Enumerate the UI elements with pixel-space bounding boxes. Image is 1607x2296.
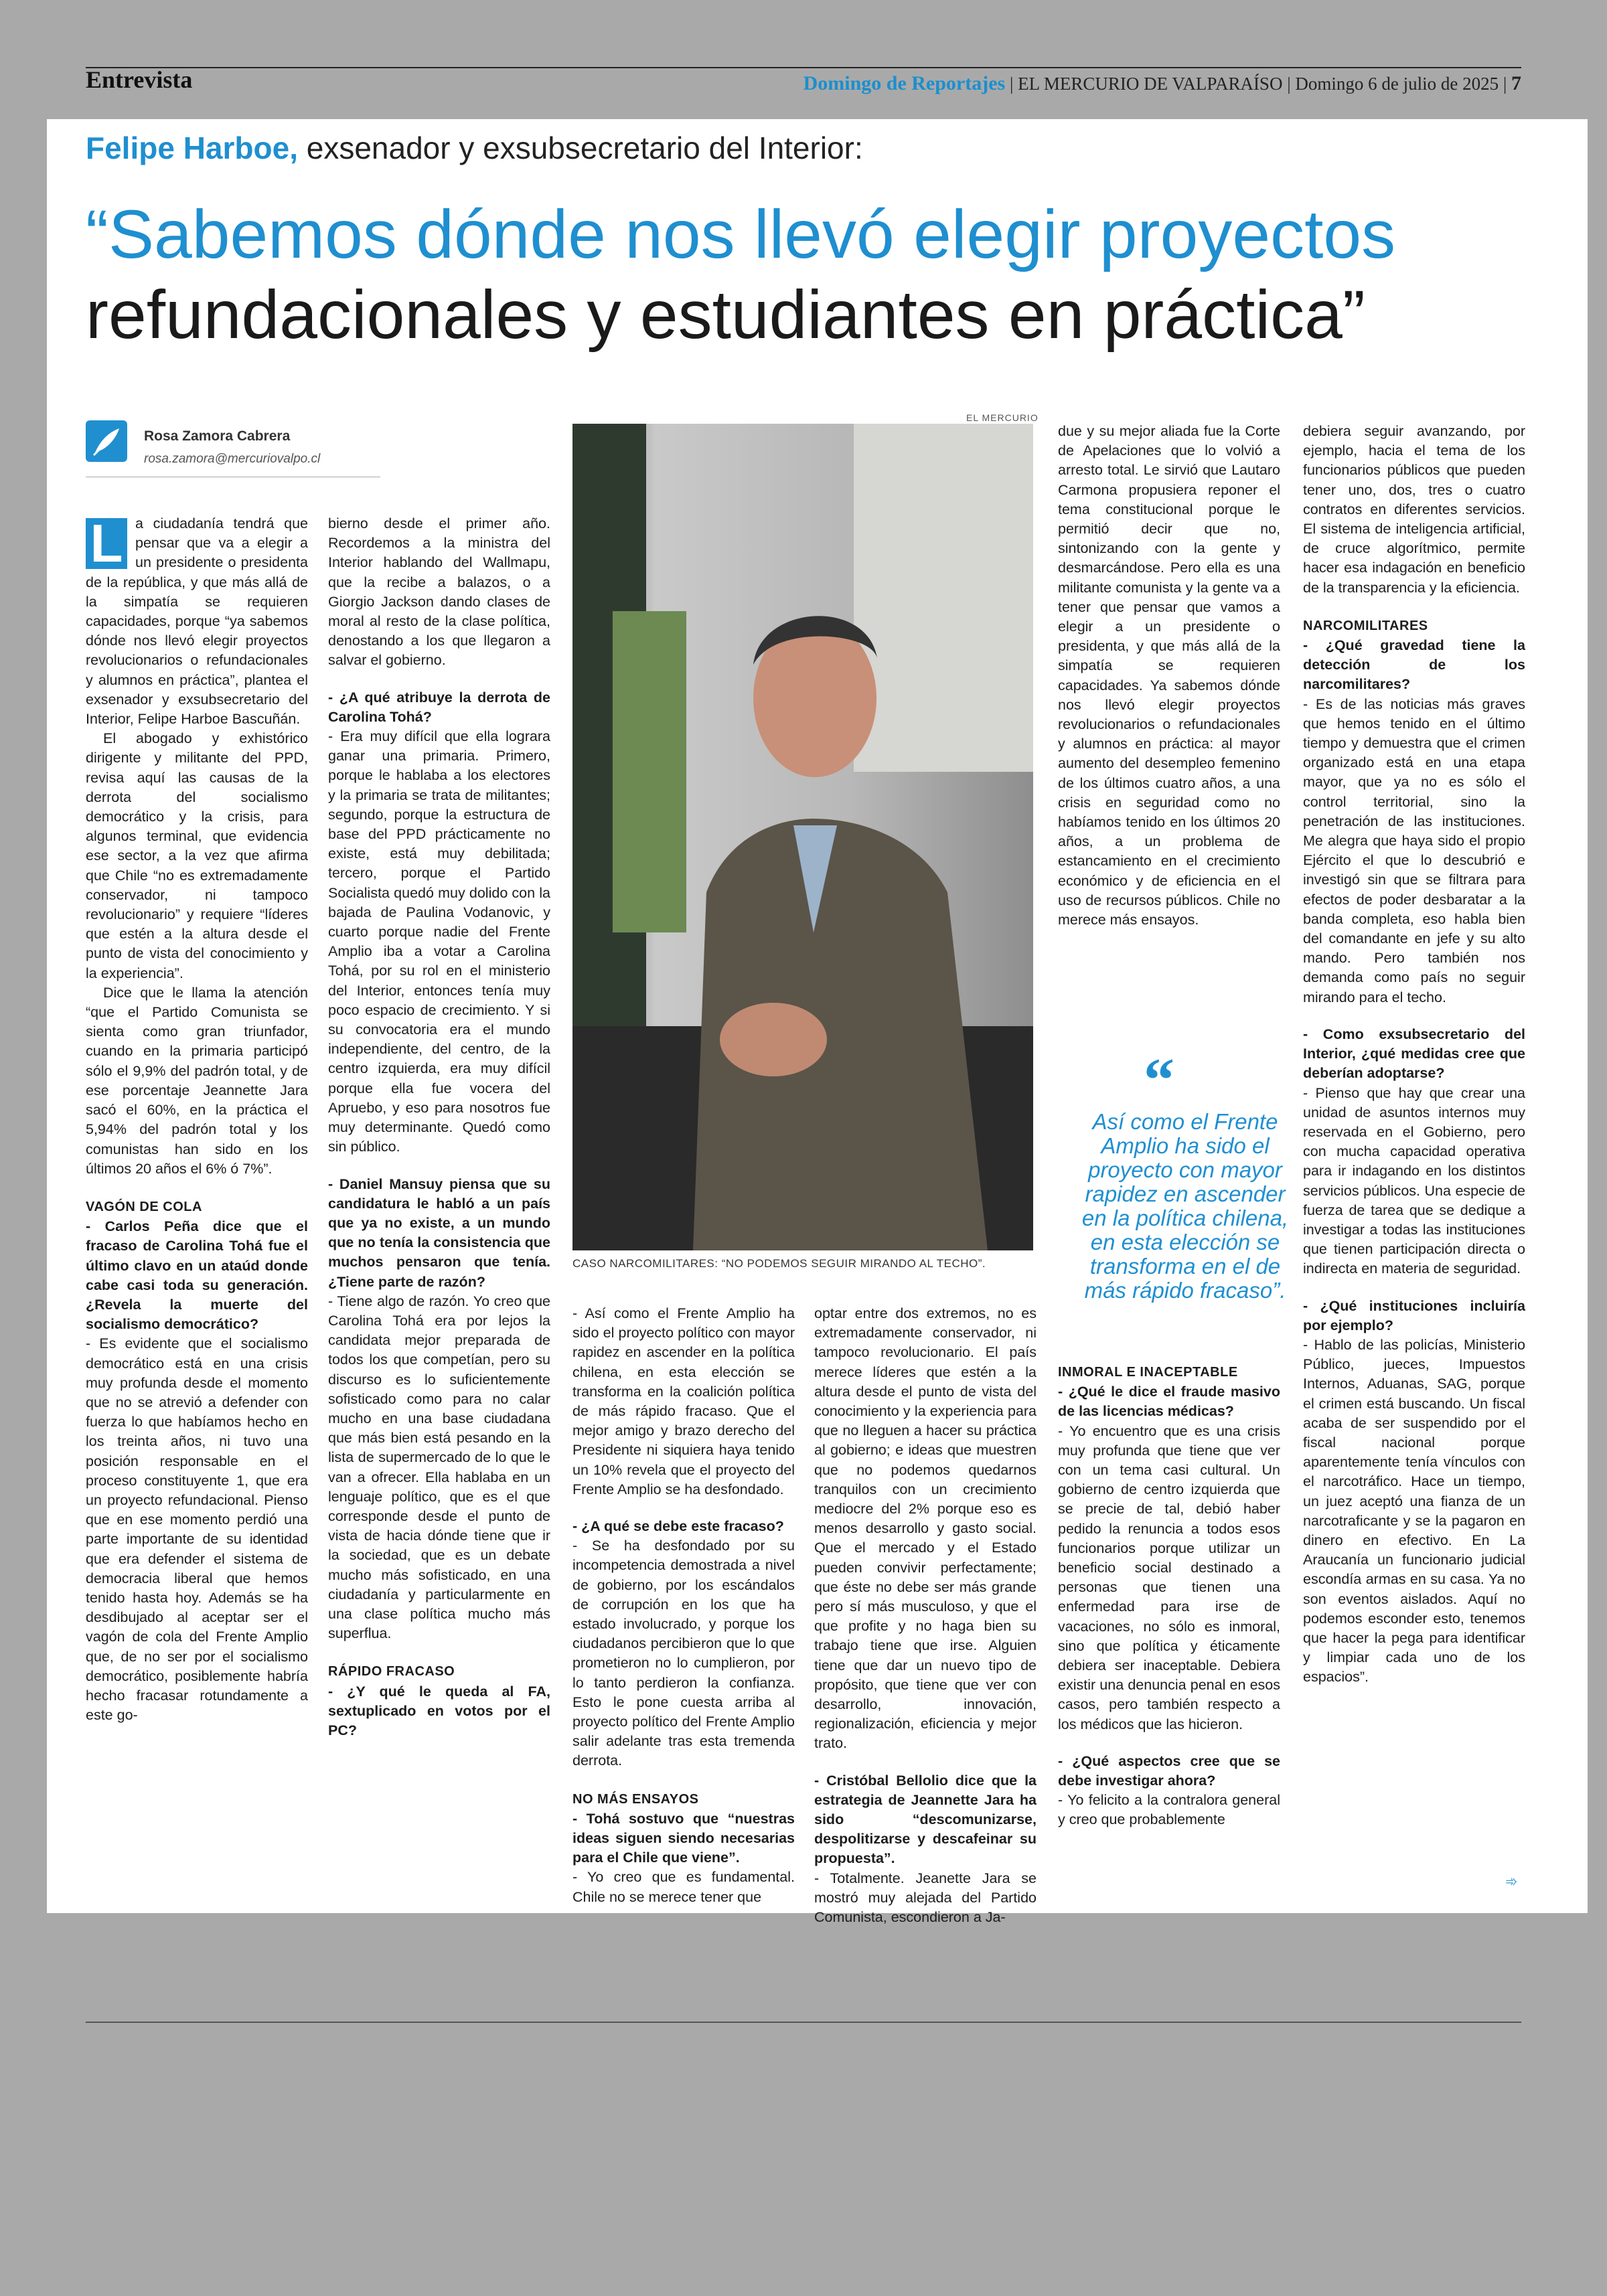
- kicker: [86, 130, 863, 166]
- kicker-role: exsenador y exsubsecretario del Interior:: [306, 131, 863, 165]
- question: - Tohá sostuvo que “nuestras ideas siguen siendo necesarias para el Chile que viene”.: [572, 1810, 795, 1866]
- column-1: [86, 514, 308, 1725]
- question: - Cristóbal Bellolio dice que la estrategia de Jeannette Jara ha sido “descomunizarse, despolitizarse y descafeinar su propuesta”.: [814, 1772, 1037, 1867]
- answer: - Tiene algo de razón. Yo creo que Carolina Tohá era por lejos la candidata mejor preparada de todos los que competían, pero su discurso es lo suficientemente sofisticado como para no calar mucho en una base ciudadana que más bien está pesando en la lista de supermercado de lo que le van a ofrecer. Ella hablaba en un lenguaje político, que es el que corresponde desde el punto de vista de hacia dónde tiene que ir la sociedad, que es un debate mucho más sofisticado, en una ciudadanía y particularmente en una clase política mucho más superflua.: [328, 1293, 550, 1642]
- header-rule: [86, 67, 1521, 68]
- paragraph: due y su mejor aliada fue la Corte de Apelaciones que lo volvió a arresto total. Le sirvió que Lautaro Carmona propusiera reponer el tema constitucional porque le permitió decir que no, sintonizando con la gente y desmarcándose. Pero ella es una militante comunista y la gente va a tener que pensar que vamos a elegir a un presidente o presidenta, y que más allá de la simpatía se requieren capacidades. Ya sabemos dónde nos llevó elegir proyectos revolucionarios o refundacionales y alumnos en práctica: al mayor aumento del desempleo femenino de los últimos cuatro años, a una crisis en seguridad como no habíamos tenido en los últimos 20 años, a un problema de estancamiento en el crecimiento económico y de eficiencia en el uso de recursos públicos. Chile no merece más ensayos.: [1058, 423, 1280, 928]
- question: - ¿A qué se debe este fracaso?: [572, 1518, 784, 1535]
- headline-line-1: “Sabemos dónde nos llevó elegir proyectos: [86, 196, 1396, 272]
- answer: - Es de las noticias más graves que hemos tenido en el último tiempo y demuestra que el crimen organizado está en una etapa mayor, que ya no es sólo el control territorial, sino la penetración de las instituciones. Me alegra que haya sido el propio Ejército el que lo descubrió e investigó sin que se filtrara para efectos de poder desbaratar a la banda completa, eso habla bien del comandante en jefe y su alto mando. Pero también nos demanda como país no seguir mirando para el techo.: [1303, 695, 1525, 1005]
- photo-credit: EL MERCURIO: [966, 412, 1039, 423]
- question: - ¿Y qué le queda al FA, sextuplicado en votos por el PC?: [328, 1683, 550, 1738]
- subhead-no-mas-ensayos: NO MÁS ENSAYOS: [572, 1791, 699, 1807]
- column-2: [328, 514, 550, 1740]
- issue-date: Domingo 6 de julio de 2025: [1295, 74, 1499, 94]
- brand-name: Domingo de Reportajes: [803, 72, 1006, 94]
- headline: [86, 194, 1559, 355]
- answer: - Es evidente que el socialismo democrático está en una crisis muy profunda desde el momento que no se atrevió a defender con fuerza lo que habíamos hecho en los treinta años, ni tuvo una posición responsable en el proceso constituyente 1, que era un proyecto refundacional. Pienso que en ese momento perdió una parte importante de su identidad que era defender el sistema de democracia liberal que hemos tenido hasta hoy. Además se ha desdibujado al aceptar ser el vagón de cola del Frente Amplio que, de no ser por el socialismo democrático, posiblemente habría hecho fracasar rotundamente a este go-: [86, 1335, 308, 1724]
- subhead-narcomilitares: NARCOMILITARES: [1303, 618, 1428, 633]
- answer: - Yo creo que es fundamental. Chile no se merece tener que: [572, 1869, 795, 1905]
- question: - ¿Qué le dice el fraude masivo de las licencias médicas?: [1058, 1384, 1280, 1420]
- kicker-name: Felipe Harboe,: [86, 131, 298, 165]
- article-sheet: [47, 119, 1588, 1926]
- answer: - Así como el Frente Amplio ha sido el proyecto político con mayor rapidez en ascender en la política chilena, en esta elección se transforma en la coalición política de más rápido fracaso. Que el mejor amigo y brazo derecho del Presidente ni siquiera haya tenido un 10% revela que el proyecto del Frente Amplio se ha desfondado.: [572, 1305, 795, 1497]
- column-3: [572, 1304, 795, 1907]
- answer: - Se ha desfondado por su incompetencia demostrada a nivel de gobierno, por los escándalos de corrupción en los que ha estado involucrado, y porque los ciudadanos percibieron que lo que prometieron no lo cumplieron, por lo tanto perdieron la confianza. Esto le pone cuesta arriba al proyecto político del Frente Amplio salir adelante tras esta tremenda derrota.: [572, 1538, 795, 1769]
- paragraph: debiera seguir avanzando, por ejemplo, hacia el tema de los funcionarios públicos que pueden tener uno, dos, tres o cuatro contratos en diferentes servicios. El sistema de inteligencia artificial, de cruce algorítmico, permite hacer esa indagación en beneficio de la transparencia y la eficiencia.: [1303, 423, 1525, 596]
- page-number: 7: [1511, 72, 1521, 94]
- paragraph: optar entre dos extremos, no es extremadamente conservador, ni tampoco revolucionario. El país merece líderes que estén a la altura desde el punto de vista del conocimiento y la experiencia para que no lleguen a hacer su práctica al gobierno; e ideas que muestren que no podemos quedarnos tranquilos con un crecimiento mediocre del 2% porque eso es menos desarrollo y gasto social. Que el mercado y el Estado pueden convivir perfectamente; que éste no debe ser más grande pero sí más musculoso, y que el que profite y no haga bien su trabajo tiene que irse. Alguien tiene que dar un nuevo tipo de propósito, que tiene que ver con desarrollo, innovación, regionalización, eficiencia y mejor trato.: [814, 1305, 1037, 1752]
- question: - ¿Qué aspectos cree que se debe investigar ahora?: [1058, 1752, 1280, 1789]
- section-label: Entrevista: [86, 66, 193, 93]
- footer-rule: [86, 2022, 1521, 2023]
- subhead-inmoral-e-inaceptable: INMORAL E INACEPTABLE: [1058, 1365, 1238, 1380]
- subhead-vagon-de-cola: VAGÓN DE COLA: [86, 1199, 202, 1214]
- column-4: [814, 1304, 1037, 1927]
- paragraph: El abogado y exhistórico dirigente y militante del PPD, revisa aquí las causas de la derrota del socialismo democrático y la crisis, para algunos terminal, que evidencia ese sector, a la vez que afirma que Chile “no es extremadamente conservador, ni tampoco revolucionario” y requiere “líderes que estén a la altura desde el punto de vista del conocimiento y la experiencia”.: [86, 730, 308, 981]
- question: - ¿Qué instituciones incluiría por ejemplo?: [1303, 1297, 1525, 1333]
- question: - ¿A qué atribuye la derrota de Carolina Tohá?: [328, 689, 550, 725]
- lead-paragraph: a ciudadanía tendrá que pensar que va a elegir a un presidente o presidenta de la república, y que más allá de la simpatía se requieren capacidades, porque “ya sabemos dónde nos llevó elegir proyectos revolucionarios o refundacionales y alumnos en práctica”, plantea el exsenador y exsubsecretario del Interior, Felipe Harboe Bascuñán.: [86, 515, 308, 728]
- masthead: Domingo de Reportajes | EL MERCURIO DE VALPARAÍSO | Domingo 6 de julio de 2025 | 7: [803, 72, 1521, 94]
- author-name: Rosa Zamora Cabrera: [144, 428, 291, 444]
- subhead-rapido-fracaso: RÁPIDO FRACASO: [328, 1664, 455, 1679]
- question: - ¿Qué gravedad tiene la detección de los narcomilitares?: [1303, 637, 1525, 693]
- publication-name: EL MERCURIO DE VALPARAÍSO: [1018, 74, 1283, 94]
- question: - Carlos Peña dice que el fracaso de Carolina Tohá fue el último clavo en un ataúd donde cabe casi toda su generación. ¿Revela la muerte del socialismo democrático?: [86, 1218, 308, 1333]
- answer: - Totalmente. Jeanette Jara se mostró muy alejada del Partido Comunista, escondieron a Ja-: [814, 1870, 1037, 1926]
- column-5-continued: [1058, 1363, 1280, 1830]
- answer: - Era muy difícil que ella lograra ganar una primaria. Primero, porque le hablaba a los electores y la primaria se trata de militantes; segundo, porque la estructura de base del PPD prácticamente no existe, está muy debilitada; tercero, porque el Partido Socialista quedó muy dolido con la bajada de Paulina Vodanovic, y cuarto porque nadie del Frente Amplio iba a votar a Carolina Tohá, por su rol en el ministerio del Interior, entonces tenía muy poco espacio de crecimiento. Y si su convocatoria era el mundo independiente, del centro, de la centro izquierda, era muy difícil porque ella fue vocera del Apruebo, y eso para nosotros fue muy determinante. Quedó como sin público.: [328, 728, 550, 1155]
- quill-icon: [86, 420, 127, 462]
- photo-caption: CASO NARCOMILITARES: “NO PODEMOS SEGUIR MIRANDO AL TECHO”.: [572, 1257, 986, 1270]
- interview-photo: [572, 424, 1033, 1250]
- column-5: [1058, 422, 1280, 930]
- paragraph: bierno desde el primer año. Recordemos a la ministra del Interior hablando del Wallmapu, que la recibe a balazos, o a Giorgio Jackson dando clases de moral al resto de la clase política, denostando a los que llegaron a salvar el gobierno.: [328, 515, 550, 669]
- continues-arrow-icon[interactable]: ➾: [1505, 1873, 1518, 1890]
- question: - Como exsubsecretario del Interior, ¿qué medidas cree que deberían adoptarse?: [1303, 1026, 1525, 1082]
- headline-line-2: refundacionales y estudiantes en práctica”: [86, 276, 1365, 353]
- answer: - Yo encuentro que es una crisis muy profunda que tiene que ver con un tema casi cultural. Un gobierno de centro izquierda que se precie de tal, debió haber pedido la renuncia a todos esos funcionarios porque utilizar un beneficio social destinado a personas que tienen una enfermedad para irse de vacaciones, no sólo es inmoral, sino que política y éticamente debiera ser inaceptable. Debiera existir una denuncia penal en esos casos, pero también respecto a los médicos que las hicieron.: [1058, 1422, 1280, 1732]
- question: - Daniel Mansuy piensa que su candidatura le habló a un país que ya no existe, a un mundo que no tenía la consistencia que muchos pensaron que tenía. ¿Tiene parte de razón?: [328, 1175, 550, 1290]
- drop-cap: L: [86, 518, 127, 569]
- quote-mark-icon: “: [1144, 1046, 1174, 1114]
- answer: - Yo felicito a la contralora general y creo que probablemente: [1058, 1792, 1280, 1828]
- answer: - Pienso que hay que crear una unidad de asuntos internos muy reservada en el Gobierno, pero con mucha capacidad operativa para ir indagando en los distintos servicios públicos. Una especie de fuerza de tarea que se dedique a investigar a todas las instituciones que tienen participación directa o indirecta en materia de seguridad.: [1303, 1084, 1525, 1277]
- author-email[interactable]: rosa.zamora@mercuriovalpo.cl: [144, 452, 321, 466]
- column-6: [1303, 422, 1525, 1688]
- pull-quote: Así como el Frente Amplio ha sido el proyecto con mayor rapidez en ascender en la política chilena, en esta elección se transforma en el de más rápido fracaso”.: [1081, 1109, 1289, 1303]
- paragraph: Dice que le llama la atención “que el Partido Comunista se sienta como gran triunfador, cuando en la primaria participó sólo el 9,9% del padrón total, y de ese porcentaje Jeannette Jara sacó el 60%, en la práctica el 5,94% del padrón total y los comunistas han sido en los últimos 20 años el 6% ó 7%”.: [86, 984, 308, 1177]
- answer: - Hablo de las policías, Ministerio Público, jueces, Impuestos Internos, Aduanas, SAG, porque el crimen está buscando. Un fiscal acaba de ser suspendido por el fiscal nacional porque aparentemente tenía vínculos con el narcotráfico. Hace un tiempo, un juez aceptó una fianza de un narcotraficante y se la pagaron en dinero en efectivo. En La Araucanía un funcionario judicial escondía armas en su casa. Ya no son eventos aislados. Aquí no podemos esconder esto, tenemos que hacer la pega para identificar y limpiar cada uno de los espacios”.: [1303, 1336, 1525, 1686]
